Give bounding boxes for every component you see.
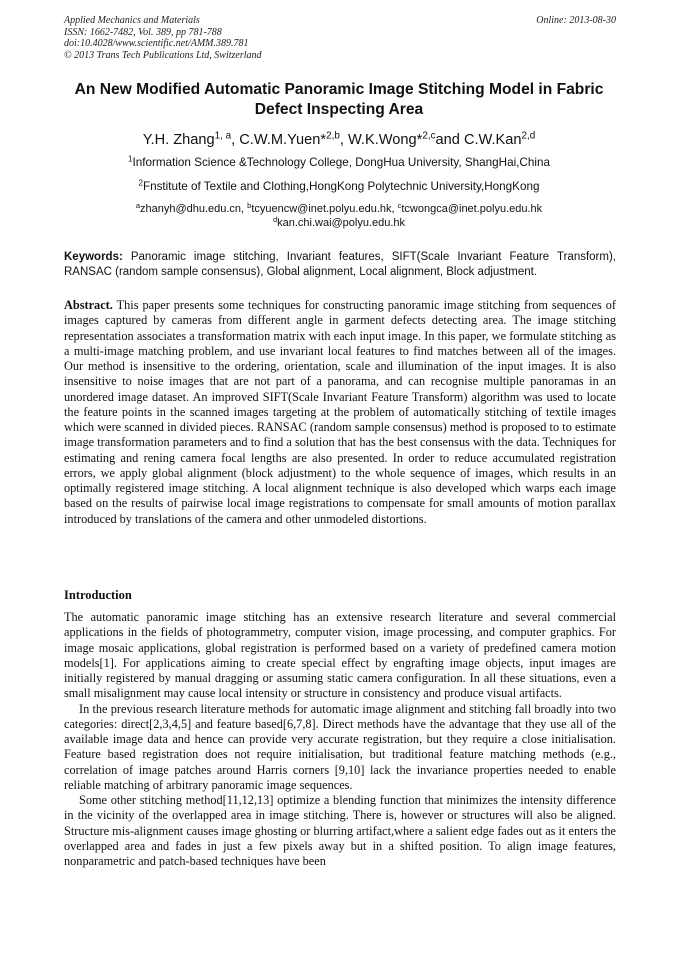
- email-address[interactable]: tcyuencw@inet.polyu.edu.hk,: [251, 203, 398, 215]
- doi-line: doi:10.4028/www.scientific.net/AMM.389.781: [64, 38, 249, 50]
- author-superscript: 2,b: [326, 130, 340, 142]
- abstract-label: Abstract.: [64, 298, 113, 312]
- author-separator: ,: [339, 132, 348, 148]
- journal-header: [64, 15, 616, 61]
- introduction-heading: Introduction: [64, 588, 132, 602]
- author-conjunction: and: [435, 132, 464, 148]
- author-list: [40, 130, 638, 150]
- email-superscript: c: [397, 200, 402, 210]
- keywords-block: [64, 250, 616, 280]
- affiliation-superscript: 2: [138, 178, 143, 188]
- email-superscript: b: [247, 200, 252, 210]
- author-separator: ,: [231, 132, 240, 148]
- online-date: Online: 2013-08-30: [536, 15, 616, 26]
- author-name: C.W.M.Yuen*: [239, 132, 327, 148]
- email-superscript: d: [272, 214, 278, 224]
- issn-line: ISSN: 1662-7482, Vol. 389, pp 781-788: [64, 26, 222, 38]
- author-name: W.K.Wong*: [347, 132, 423, 148]
- affiliation-1: [40, 155, 638, 171]
- email-address[interactable]: zhanyh@dhu.edu.cn,: [139, 203, 248, 215]
- affiliation-superscript: 1: [128, 154, 133, 164]
- author-superscript: 2,d: [521, 130, 536, 142]
- abstract-block: [64, 298, 616, 527]
- paragraph: The automatic panoramic image stitching has an extensive research literature and several commercial applications in the fields of photogrammetry, computer vision, image processing, and computer graphics. For image mosaic applications, global registration is performed based on a variety of predefined camera motion models[1]. For applications aiming to create special effect by engrafting image objects, input images are initially registered by manual dragging or assuming static camera configuration. In all these situations, even a small misalignment may cause local intensity or structure in consistency and produce visual artifacts.: [64, 610, 616, 701]
- author-superscript: 1, a: [214, 130, 232, 142]
- keywords-label: Keywords:: [64, 251, 123, 263]
- copyright-line: © 2013 Trans Tech Publications Ltd, Switzerland: [64, 49, 262, 61]
- paragraph: In the previous research literature methods for automatic image alignment and stitching fall broadly into two categories: direct[2,3,4,5] and feature based[6,7,8]. Direct methods have the advantage that they use all of the available image data and hence can provide very accurate registration, but they require a close initialisation. Feature based registration does not require initialisation, but traditional feature matching methods (e.g., correlation of image patches around Harris corners [9,10] lack the invariance properties needed to enable reliable matching of arbitrary panoramic image sequences.: [64, 701, 616, 792]
- author-name: Y.H. Zhang: [142, 132, 215, 148]
- affiliation-text: Information Science &Technology College, DongHua University, ShangHai,China: [132, 156, 550, 169]
- introduction-body: [64, 610, 616, 869]
- keywords-text: Panoramic image stitching, Invariant features, SIFT(Scale Invariant Feature Transform), RANSAC (random sample consensus), Global alignment, Local alignment, Block adjustment.: [64, 251, 616, 278]
- email-line-2: [40, 215, 638, 231]
- paragraph: Some other stitching method[11,12,13] optimize a blending function that minimizes the intensity difference in the vicinity of the overlapped area in image stitching. There is, however or structures will also be aligned. Structure mis-alignment causes image ghosting or blurring artifact,where a salient edge fades out as it enters the overlapped area and fades in just a few pixels away but in a shifted position. To align image features, nonparametric and patch-based techniques have been: [64, 793, 616, 868]
- author-name: C.W.Kan: [463, 132, 522, 148]
- email-address[interactable]: kan.chi.wai@polyu.edu.hk: [277, 217, 406, 229]
- email-address[interactable]: tcwongca@inet.polyu.edu.hk: [401, 203, 543, 215]
- author-superscript: 2,c: [422, 130, 436, 142]
- affiliation-text: Fnstitute of Textile and Clothing,HongKong Polytechnic University,HongKong: [142, 180, 540, 193]
- abstract-text: This paper presents some techniques for constructing panoramic image stitching from sequences of images captured by cameras from different angle in garment defects detecting area. The image stitching representation associates a transformation matrix with each input image. In this paper, we formulate stitching as a multi-image matching problem, and use invariant local features to find matches between all of the images. Our method is insensitive to the ordering, orientation, scale and illumination of the input images. It is also insensitive to noise images that are not part of a panorama, and can recognise multiple panoramas in an unordered image dataset. An improved SIFT(Scale Invariant Feature Transform) algorithm was used to locate the feature points in the scanned images targeting at the problem of automatically stitching of textile images which were scanned in divided pieces. RANSAC (random sample consensus) method is proposed to to estimate image transformation parameters and to find a solution that has the best consensus with the data. Techniques for estimating and rening camera focal lengths are also presented. In order to reduce accumulated registration errors, we apply global alignment (block adjustment) to the whole sequence of images, which results in an optimally registered image stitching. A local alignment technique is also developed which warps each image based on the results of pairwise local image registrations to compensate for small amounts of motion parallax introduced by translations of the camera and other unmodeled distortions.: [64, 298, 616, 526]
- email-superscript: a: [135, 200, 140, 210]
- affiliation-2: [40, 179, 638, 195]
- paper-title: An New Modified Automatic Panoramic Image Stitching Model in Fabric Defect Inspecting Area: [74, 81, 604, 118]
- journal-name: Applied Mechanics and Materials: [64, 15, 200, 26]
